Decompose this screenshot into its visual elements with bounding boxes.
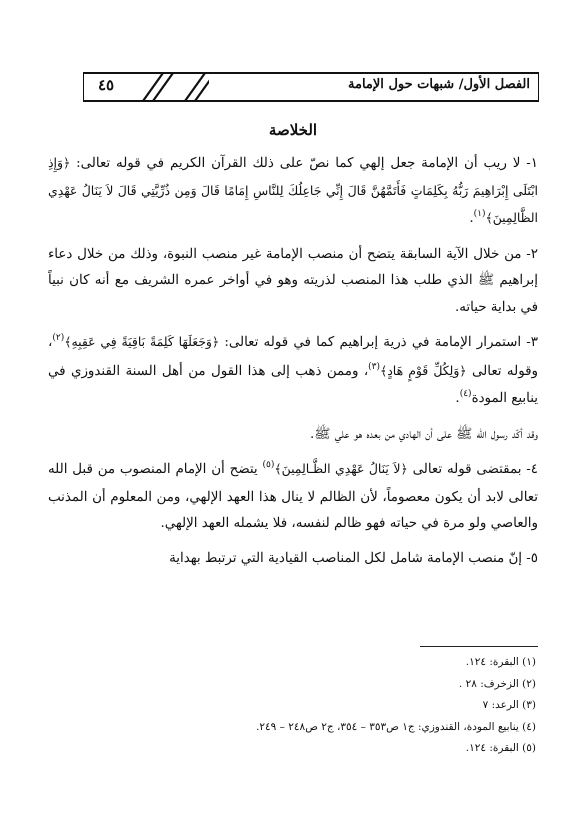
paragraph-3 — [48, 329, 538, 414]
quran-quote: ﴿وَإِذِ ابْتَلَى إِبْرَاهِيمَ رَبُّهُ بِكَلِمَاتٍ فَأَتَمَّهُنَّ قَالَ إِنِّي جَاعِلُكَ لِلنَّاسِ إِمَامًا قَالَ وَمِن ذُرِّيَّتِي قَالَ لاَ يَنَالُ عَهْدِي الظَّالِمِينَ﴾ — [48, 155, 538, 225]
paragraph-3b: وقد أكّد رسول الله ﷺ على أن الهادي من بعده هو علي ﷺ. — [309, 426, 538, 442]
paragraph-2: ٢- من خلال الآية السابقة يتضح أن منصب الإمامة غير منصب النبوة، وذلك من خلال دعاء إبراهيم ﷺ الذي طلب هذا المنصب لذريته وهو في أواخر عمره الشريف مع أنه كان نبياً في بداية حياته. — [48, 246, 538, 315]
footnote-4: (٤) ينابيع المودة، القندوزي: ج١ ص٣٥٣ – ٣٥٤، ج٢ ص٢٤٨ – ٢٤٩. — [256, 720, 536, 733]
footnote-5: (٥) البقرة: ١٢٤. — [465, 742, 536, 754]
paragraph-text: ١- لا ريب أن الإمامة جعل إلهي كما نصّ على ذلك القرآن الكريم في قوله تعالى: — [70, 156, 538, 171]
footnote-reference: (٥) — [262, 460, 275, 470]
quran-quote: ﴿وَلِكُلِّ قَوْمٍ هَادٍ﴾ — [380, 362, 467, 378]
footnote-reference: (٤) — [459, 389, 472, 399]
footnote-2: (٢) الزخرف: ٢٨ . — [458, 677, 536, 690]
header-slash-ornament — [139, 72, 209, 102]
paragraph-4 — [48, 456, 538, 538]
paragraph-text: . — [455, 391, 460, 406]
footnote-divider — [420, 646, 538, 647]
paragraph-text: ، وممن ذهب إلى هذا القول من أهل السنة القندوزي في ينابيع المودة — [48, 363, 538, 406]
chapter-title: الفصل الأول/ شبهات حول الإمامة — [348, 77, 530, 92]
paragraph-text: ، وقوله تعالى — [48, 335, 538, 379]
section-title: الخلاصة — [268, 121, 318, 139]
footnote-1: (١) البقرة: ١٢٤. — [465, 656, 536, 668]
paragraph-text: ٣- استمرار الإمامة في ذرية إبراهيم كما في قوله تعالى: — [219, 335, 538, 350]
footnote-reference: (١) — [473, 209, 486, 219]
paragraph-text: يتضح أن الإمام المنصوب من قبل الله تعالى لابد أن يكون معصوماً، لأن الظالم لا ينال هذا العهد الإلهي، ومن المعلوم أن المذنب والعاصي ولو مرة في حياته فهو ظالم لنفسه، فلا يشمله العهد الإلهي. — [48, 462, 538, 531]
paragraph-text: ٤- بمقتضى قوله تعالى — [407, 462, 538, 477]
footnote-reference: (٢) — [52, 333, 65, 343]
quran-quote: ﴿وَجَعَلَهَا كَلِمَةً بَاقِيَةً فِي عَقِبِهِ﴾ — [64, 334, 220, 349]
main-text — [48, 118, 538, 572]
paragraph-text: . — [469, 211, 474, 226]
running-header — [83, 72, 539, 102]
footnote-reference: (٣) — [368, 361, 381, 372]
footnote-3: (٣) الرعد: ٧ — [482, 699, 536, 711]
page-number: ٤٥ — [98, 76, 115, 94]
footnotes — [60, 652, 536, 760]
paragraph-1 — [48, 150, 538, 234]
paragraph-5: ٥- إنّ منصب الإمامة شامل لكل المناصب القيادية التي ترتبط بهداية — [169, 550, 538, 566]
quran-quote: ﴿لاَ يَنَالُ عَهْدِي الظَّـالِمِينَ﴾ — [274, 461, 408, 476]
